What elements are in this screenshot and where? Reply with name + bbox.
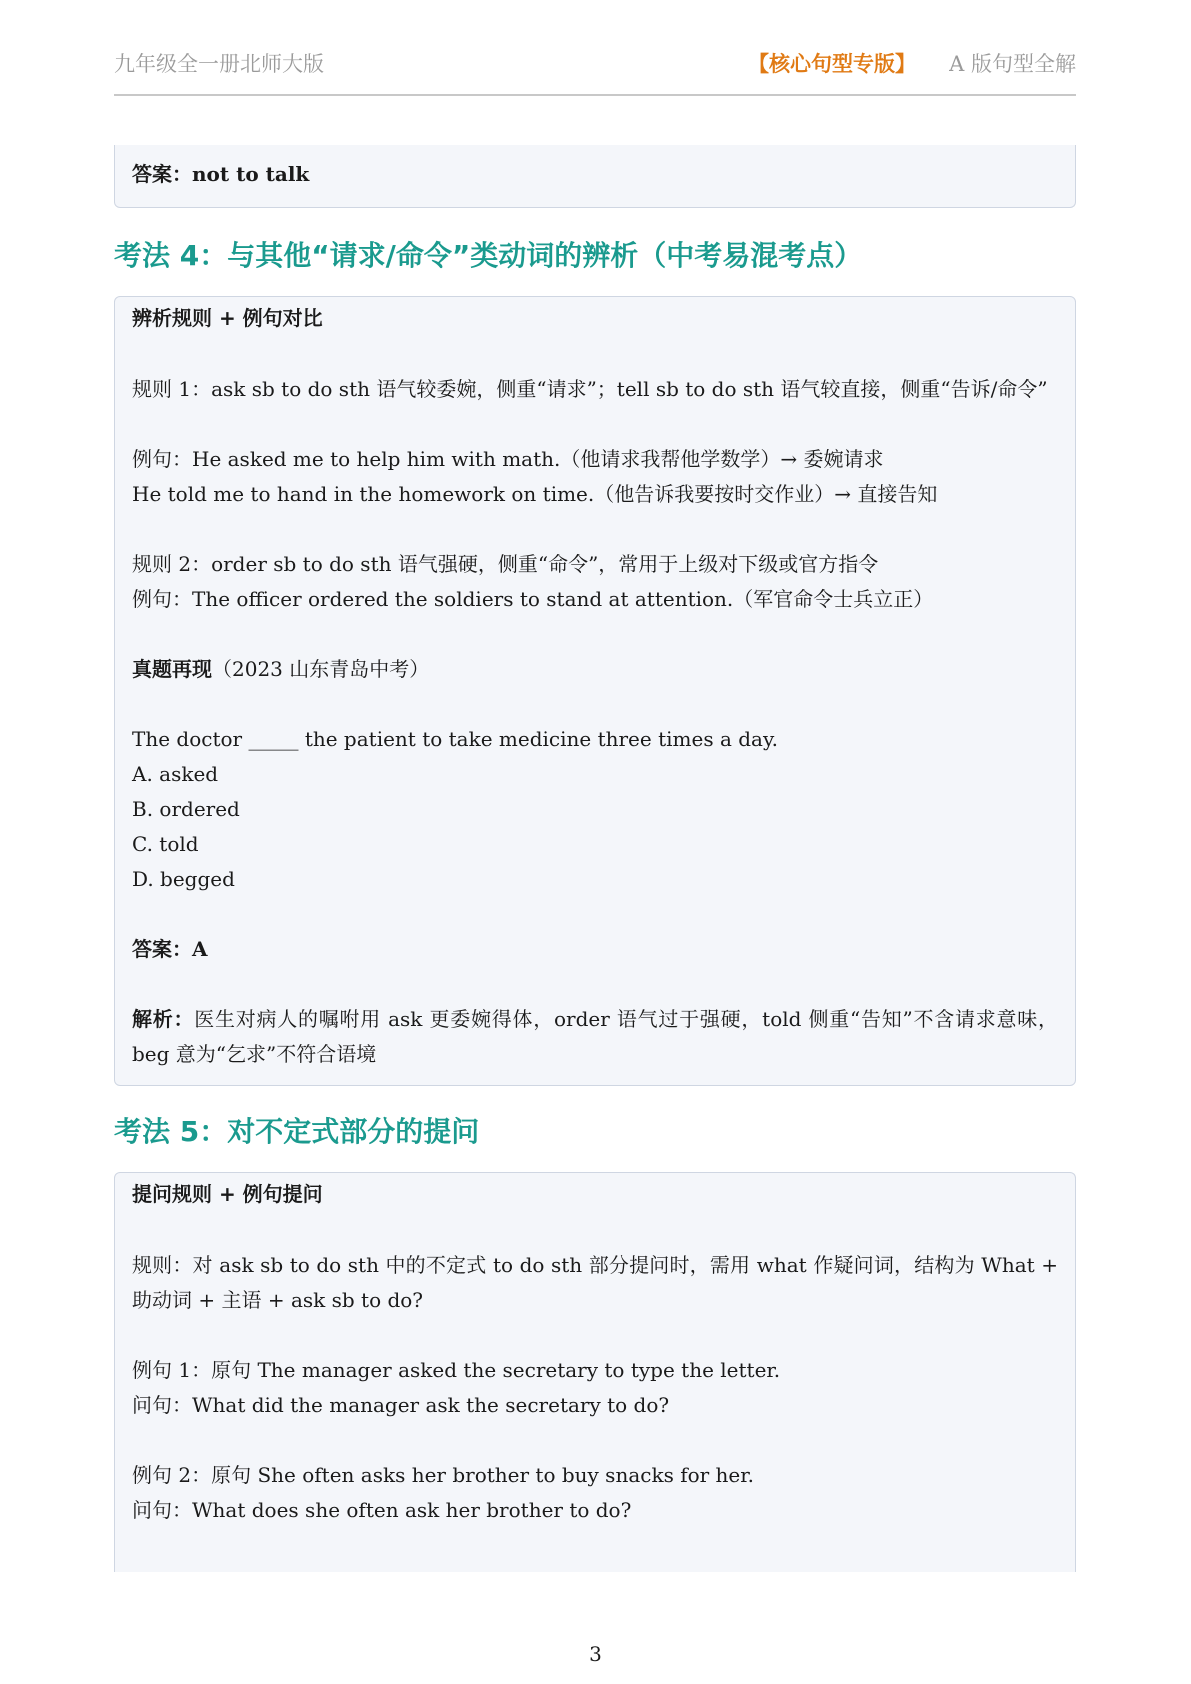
page-header bbox=[114, 44, 1076, 78]
book-title: 九年级全一册北师大版 bbox=[114, 52, 324, 76]
previous-answer bbox=[132, 157, 1058, 192]
page-number: 3 bbox=[589, 1642, 602, 1666]
exam-answer bbox=[132, 932, 1058, 967]
previous-answer-box bbox=[114, 145, 1076, 208]
exam-answer-value: A bbox=[192, 937, 208, 961]
question-rule: 规则：对 ask sb to do sth 中的不定式 to do sth 部分提问时，需用 what 作疑问词，结构为 What + 助动词 + 主语 + ask sb to do? bbox=[132, 1253, 1058, 1312]
analysis-label: 解析： bbox=[132, 1007, 195, 1031]
rule-2: 规则 2：order sb to do sth 语气强硬，侧重“命令”，常用于上级对下级或官方指令 bbox=[132, 552, 879, 576]
example-2-question: 问句：What does she often ask her brother to do? bbox=[132, 1498, 632, 1522]
example-2-original: 例句 2：原句 She often asks her brother to buy snacks for her. bbox=[132, 1463, 754, 1487]
option-d: D. begged bbox=[132, 867, 235, 891]
example-1-question: 问句：What did the manager ask the secretary to do? bbox=[132, 1393, 670, 1417]
rule-1: 规则 1：ask sb to do sth 语气较委婉，侧重“请求”；tell sb to do sth 语气较直接，侧重“告诉/命令” bbox=[132, 377, 1048, 401]
section-5-box bbox=[114, 1172, 1076, 1572]
section-4-title: 考法 4：与其他“请求/命令”类动词的辨析（中考易混考点） bbox=[114, 239, 863, 272]
rule-1-example-b: He told me to hand in the homework on time.（他告诉我要按时交作业）→ 直接告知 bbox=[132, 482, 938, 506]
exam-label: 真题再现 bbox=[132, 657, 212, 681]
analysis-text: 医生对病人的嘱咐用 ask 更委婉得体，order 语气过于强硬，told 侧重“告知”不含请求意味，beg 意为“乞求”不符合语境 bbox=[132, 1007, 1058, 1066]
rule-2-example: 例句：The officer ordered the soldiers to stand at attention.（军官命令士兵立正） bbox=[132, 587, 934, 611]
edition-badge: 【核心句型专版】 bbox=[748, 52, 916, 76]
exam-answer-label: 答案： bbox=[132, 937, 192, 961]
section-4-box-heading: 辨析规则 + 例句对比 bbox=[132, 306, 323, 330]
option-a: A. asked bbox=[132, 762, 219, 786]
exam-analysis bbox=[132, 1002, 1058, 1072]
answer-value: not to talk bbox=[192, 162, 310, 186]
exam-source: （2023 山东青岛中考） bbox=[212, 657, 430, 681]
section-4-box bbox=[114, 296, 1076, 1086]
answer-label: 答案： bbox=[132, 162, 192, 186]
example-1-original: 例句 1：原句 The manager asked the secretary to type the letter. bbox=[132, 1358, 781, 1382]
section-5-box-heading: 提问规则 + 例句提问 bbox=[132, 1182, 323, 1206]
option-b: B. ordered bbox=[132, 797, 240, 821]
header-divider bbox=[114, 94, 1076, 96]
exam-heading bbox=[132, 652, 1058, 687]
option-c: C. told bbox=[132, 832, 199, 856]
rule-1-example-a: 例句：He asked me to help him with math.（他请求我帮他学数学）→ 委婉请求 bbox=[132, 447, 884, 471]
exam-question: The doctor _____ the patient to take medicine three times a day. bbox=[132, 727, 778, 751]
edition-label: A 版句型全解 bbox=[949, 52, 1076, 76]
section-5-title: 考法 5：对不定式部分的提问 bbox=[114, 1115, 480, 1148]
